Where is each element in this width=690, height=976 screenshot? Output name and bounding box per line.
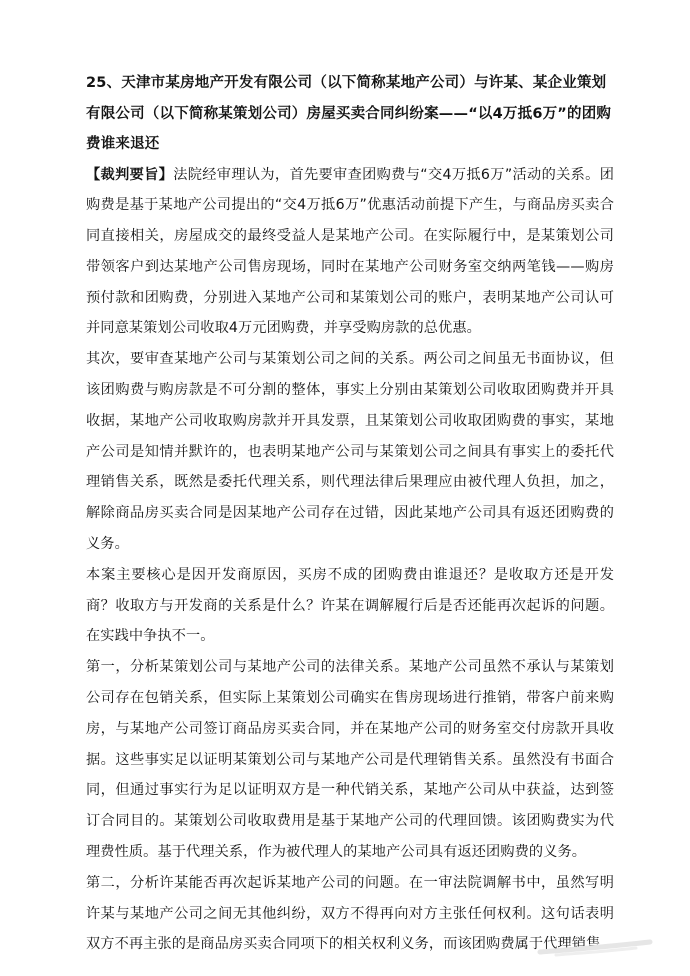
- watermark-logo: [536, 936, 656, 958]
- ruling-text: 法院经审理认为，首先要审查团购费与“交4万抵6万”活动的关系。团购费是基于某地产公司提出的“交4万抵6万”优惠活动前提下产生，与商品房买卖合同直接相关，房屋成交的最终受益人是某地产公司。在实际履行中，是某策划公司带领客户到达某地产公司售房现场，同时在某地产公司财务室交纳两笔钱——购房预付款和团购费，分别进入某地产公司和某策划公司的账户，表明某地产公司认可并同意某策划公司收取4万元团购费，并享受购房款的总优惠。: [86, 166, 614, 337]
- ruling-paragraph: [86, 160, 614, 345]
- paragraph-2: 本案主要核心是因开发商原因，买房不成的团购费由谁退还？是收取方还是开发商？收取方与开发商的关系是什么？许某在调解履行后是否还能再次起诉的问题。在实践中争执不一。: [86, 566, 614, 645]
- document-title: 25、天津市某房地产开发有限公司（以下简称某地产公司）与许某、某企业策划有限公司（以下简称某策划公司）房屋买卖合同纠纷案——“以4万抵6万”的团购费谁来退还: [86, 75, 612, 152]
- document-page: [86, 68, 614, 960]
- paragraph-4: 第二，分析许某能否再次起诉某地产公司的问题。在一审法院调解书中，虽然写明许某与某地产公司之间无其他纠纷，双方不得再向对方主张任何权利。这句话表明双方不再主张的是商品房买卖合同项下的相关权利义务，而该团购费属于代理销售: [86, 874, 614, 953]
- paragraph-1: 其次，要审查某地产公司与某策划公司之间的关系。两公司之间虽无书面协议，但该团购费与购房款是不可分割的整体，事实上分别由某策划公司收取团购费并开具收据，某地产公司收取购房款并开具发票，且某策划公司收取团购费的事实，某地产公司是知情并默许的，也表明某地产公司与某策划公司之间具有事实上的委托代理销售关系，既然是委托代理关系，则代理法律后果理应由被代理人负担，加之，解除商品房买卖合同是因某地产公司存在过错，因此某地产公司具有返还团购费的义务。: [86, 351, 614, 553]
- paragraph-3: 第一，分析某策划公司与某地产公司的法律关系。某地产公司虽然不承认与某策划公司存在包销关系，但实际上某策划公司确实在售房现场进行推销，带客户前来购房，与某地产公司签订商品房买卖合同，并在某地产公司的财务室交付房款开具收据。这些事实足以证明某策划公司与某地产公司是代理销售关系。虽然没有书面合同，但通过事实行为足以证明双方是一种代销关系，某地产公司从中获益，达到签订合同目的。某策划公司收取费用是基于某地产公司的代理回馈。该团购费实为代理费性质。基于代理关系，作为被代理人的某地产公司具有返还团购费的义务。: [86, 659, 614, 861]
- ruling-tag: 【裁判要旨】: [86, 166, 174, 183]
